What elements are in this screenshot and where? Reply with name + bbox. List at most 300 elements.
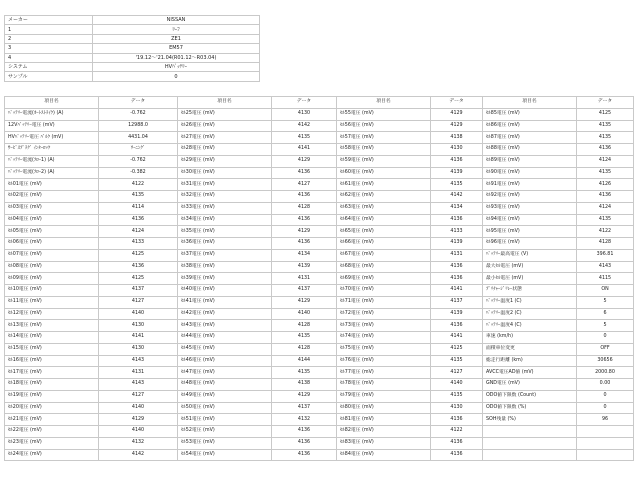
item-value-cell: 6 <box>577 308 634 320</box>
item-name-cell: ｾﾙ44電圧 (mV) <box>178 332 272 344</box>
item-value-cell: 4124 <box>577 202 634 214</box>
item-value-cell: 4131 <box>99 367 178 379</box>
item-name-cell: ｾﾙ05電圧 (mV) <box>5 226 99 238</box>
item-name-cell: ｾﾙ27電圧 (mV) <box>178 132 272 144</box>
item-value-cell: 4137 <box>431 296 483 308</box>
item-value-cell: 4114 <box>99 202 178 214</box>
item-name-cell: ｾﾙ89電圧 (mV) <box>483 155 577 167</box>
item-value-cell: 4127 <box>272 179 337 191</box>
item-value-cell: 4136 <box>272 191 337 203</box>
column-header-value: データ <box>272 97 337 109</box>
item-value-cell: 4130 <box>272 108 337 120</box>
item-value-cell: ﾜｰﾆﾝｸﾞ <box>99 144 178 156</box>
item-name-cell: ｾﾙ41電圧 (mV) <box>178 296 272 308</box>
item-name-cell: ｾﾙ50電圧 (mV) <box>178 402 272 414</box>
item-name-cell: ｾﾙ18電圧 (mV) <box>5 379 99 391</box>
item-value-cell: 4124 <box>99 226 178 238</box>
item-name-cell: ｾﾙ95電圧 (mV) <box>483 226 577 238</box>
table-row <box>5 343 634 355</box>
item-name-cell: ｾﾙ92電圧 (mV) <box>483 191 577 203</box>
info-value: ﾘｰﾌ <box>93 25 260 34</box>
item-name-cell: ﾊﾞｯﾃﾘｰ電流(ｵｰﾄｽﾄﾗｲｸ) (A) <box>5 108 99 120</box>
item-value-cell: 4135 <box>431 179 483 191</box>
item-value-cell: 4125 <box>99 249 178 261</box>
item-name-cell: ｾﾙ78電圧 (mV) <box>337 379 431 391</box>
info-row <box>5 34 260 43</box>
item-name-cell: ｾﾙ52電圧 (mV) <box>178 426 272 438</box>
item-name-cell: ｾﾙ39電圧 (mV) <box>178 273 272 285</box>
item-name-cell: ﾊﾞｯﾃﾘｰ電流(ﾌﾛｰ2) (A) <box>5 167 99 179</box>
item-name-cell <box>483 437 577 449</box>
info-value: 0 <box>93 72 260 81</box>
item-value-cell: 4129 <box>272 155 337 167</box>
item-value-cell: 4129 <box>272 390 337 402</box>
column-header-name: 項目名 <box>337 97 431 109</box>
item-name-cell: ｾﾙ59電圧 (mV) <box>337 155 431 167</box>
item-name-cell: ｾﾙ20電圧 (mV) <box>5 402 99 414</box>
item-value-cell: 4137 <box>272 285 337 297</box>
item-name-cell: 最小ｾﾙ電圧 (mV) <box>483 273 577 285</box>
item-name-cell: ｾﾙ15電圧 (mV) <box>5 343 99 355</box>
item-value-cell: 4136 <box>431 414 483 426</box>
item-value-cell: 4135 <box>272 332 337 344</box>
item-value-cell: 4133 <box>99 238 178 250</box>
item-name-cell: ｾﾙ53電圧 (mV) <box>178 437 272 449</box>
item-name-cell: ｾﾙ25電圧 (mV) <box>178 108 272 120</box>
item-name-cell: ｻｰﾋﾞｽﾌﾟﾗｸﾞ ｲﾝﾀｰﾛｯｸ <box>5 144 99 156</box>
item-value-cell: 4135 <box>577 132 634 144</box>
table-row <box>5 238 634 250</box>
item-name-cell: ｾﾙ93電圧 (mV) <box>483 202 577 214</box>
item-name-cell: 総走行距離 (km) <box>483 355 577 367</box>
item-value-cell: 4136 <box>577 144 634 156</box>
table-row <box>5 308 634 320</box>
item-value-cell: 4135 <box>431 390 483 402</box>
item-value-cell: 4135 <box>272 132 337 144</box>
item-name-cell: ｾﾙ71電圧 (mV) <box>337 296 431 308</box>
item-value-cell: 4134 <box>431 202 483 214</box>
item-name-cell: ｾﾙ81電圧 (mV) <box>337 414 431 426</box>
item-value-cell: 4144 <box>272 355 337 367</box>
item-value-cell: 4140 <box>272 308 337 320</box>
item-value-cell: 96 <box>577 414 634 426</box>
table-row <box>5 261 634 273</box>
item-value-cell: -0.762 <box>99 108 178 120</box>
item-value-cell: 4136 <box>272 437 337 449</box>
item-value-cell: 4142 <box>431 191 483 203</box>
item-name-cell: ｾﾙ70電圧 (mV) <box>337 285 431 297</box>
info-value: HVﾊﾞｯﾃﾘｰ <box>93 62 260 71</box>
table-row <box>5 449 634 461</box>
item-value-cell: 4143 <box>99 379 178 391</box>
item-value-cell: 4128 <box>577 238 634 250</box>
item-name-cell: ｾﾙ91電圧 (mV) <box>483 179 577 191</box>
item-value-cell: 4136 <box>577 191 634 203</box>
table-row <box>5 273 634 285</box>
item-value-cell: 4129 <box>272 226 337 238</box>
item-value-cell: 4132 <box>99 437 178 449</box>
item-value-cell: 4140 <box>99 308 178 320</box>
info-row <box>5 53 260 62</box>
item-name-cell: 面積車位変更 <box>483 343 577 355</box>
item-value-cell: 4143 <box>99 355 178 367</box>
item-name-cell: ｾﾙ66電圧 (mV) <box>337 238 431 250</box>
info-row <box>5 62 260 71</box>
item-name-cell: ﾊﾞｯﾃﾘｰ最高電圧 (V) <box>483 249 577 261</box>
battery-data-table <box>4 96 634 461</box>
info-row <box>5 44 260 53</box>
item-value-cell: 4140 <box>99 426 178 438</box>
table-row <box>5 320 634 332</box>
item-value-cell: 0 <box>577 402 634 414</box>
item-name-cell: ｾﾙ46電圧 (mV) <box>178 355 272 367</box>
item-value-cell: 4130 <box>431 144 483 156</box>
item-value-cell: 0 <box>577 332 634 344</box>
item-name-cell: 車速 (km/h) <box>483 332 577 344</box>
item-value-cell: 4125 <box>577 108 634 120</box>
info-row <box>5 25 260 34</box>
item-value-cell <box>577 437 634 449</box>
table-row <box>5 355 634 367</box>
item-name-cell: ｾﾙ62電圧 (mV) <box>337 191 431 203</box>
item-value-cell: 30656 <box>577 355 634 367</box>
item-name-cell: ｾﾙ03電圧 (mV) <box>5 202 99 214</box>
item-name-cell: ｾﾙ85電圧 (mV) <box>483 108 577 120</box>
item-name-cell: ｾﾙ51電圧 (mV) <box>178 414 272 426</box>
item-name-cell: ｾﾙ83電圧 (mV) <box>337 437 431 449</box>
item-name-cell: ｾﾙ13電圧 (mV) <box>5 320 99 332</box>
item-value-cell: 4135 <box>577 120 634 132</box>
item-value-cell <box>577 426 634 438</box>
info-label: サンプル <box>5 72 93 81</box>
item-value-cell: 4128 <box>272 202 337 214</box>
item-value-cell: 4127 <box>431 367 483 379</box>
column-header-name: 項目名 <box>178 97 272 109</box>
item-name-cell: ｾﾙ23電圧 (mV) <box>5 437 99 449</box>
item-name-cell: ｾﾙ61電圧 (mV) <box>337 179 431 191</box>
item-name-cell: ｾﾙ34電圧 (mV) <box>178 214 272 226</box>
item-value-cell: ON <box>577 285 634 297</box>
item-value-cell: -0.762 <box>99 155 178 167</box>
item-name-cell: ｾﾙ35電圧 (mV) <box>178 226 272 238</box>
item-value-cell: 4130 <box>99 343 178 355</box>
item-value-cell: 4136 <box>431 449 483 461</box>
item-name-cell: GND電圧 (mV) <box>483 379 577 391</box>
item-value-cell: 4139 <box>272 261 337 273</box>
item-value-cell: 4132 <box>272 414 337 426</box>
item-name-cell <box>483 449 577 461</box>
item-value-cell: 4135 <box>272 367 337 379</box>
item-name-cell: ｾﾙ09電圧 (mV) <box>5 273 99 285</box>
item-name-cell: ｾﾙ82電圧 (mV) <box>337 426 431 438</box>
item-value-cell: 4129 <box>431 120 483 132</box>
item-name-cell: ｾﾙ06電圧 (mV) <box>5 238 99 250</box>
item-name-cell: AVCC電圧AD値 (mV) <box>483 367 577 379</box>
info-label: 3 <box>5 44 93 53</box>
item-value-cell: 4125 <box>431 343 483 355</box>
table-row <box>5 144 634 156</box>
info-row <box>5 72 260 81</box>
item-name-cell: ｾﾙ24電圧 (mV) <box>5 449 99 461</box>
item-value-cell: 4131 <box>431 249 483 261</box>
item-value-cell: 4136 <box>431 155 483 167</box>
item-name-cell: ｾﾙ88電圧 (mV) <box>483 144 577 156</box>
item-name-cell: ｾﾙ94電圧 (mV) <box>483 214 577 226</box>
item-value-cell: OFF <box>577 343 634 355</box>
item-name-cell: ｾﾙ65電圧 (mV) <box>337 226 431 238</box>
info-value: ZE1 <box>93 34 260 43</box>
item-name-cell: ｾﾙ79電圧 (mV) <box>337 390 431 402</box>
item-value-cell: 4136 <box>431 273 483 285</box>
table-row <box>5 332 634 344</box>
item-value-cell: 4136 <box>272 238 337 250</box>
item-value-cell: 4136 <box>99 261 178 273</box>
item-name-cell: ｾﾙ73電圧 (mV) <box>337 320 431 332</box>
item-name-cell: ｾﾙ31電圧 (mV) <box>178 179 272 191</box>
item-name-cell: ｾﾙ60電圧 (mV) <box>337 167 431 179</box>
item-value-cell: 4136 <box>272 214 337 226</box>
item-name-cell: ﾊﾞｯﾃﾘｰ温度2 (C) <box>483 308 577 320</box>
column-header-value: データ <box>99 97 178 109</box>
item-value-cell: 4139 <box>431 308 483 320</box>
item-value-cell: 4130 <box>431 402 483 414</box>
item-name-cell: ｾﾙ26電圧 (mV) <box>178 120 272 132</box>
item-name-cell: ｾﾙ10電圧 (mV) <box>5 285 99 297</box>
item-name-cell: HVﾊﾞｯﾃﾘｰ電圧 ﾊﾞﾙｸ (mV) <box>5 132 99 144</box>
item-name-cell: ﾊﾞｯﾃﾘｰ温度1 (C) <box>483 296 577 308</box>
item-value-cell: 4140 <box>99 402 178 414</box>
item-name-cell: ﾊﾞｯﾃﾘｰ温度4 (C) <box>483 320 577 332</box>
item-value-cell: 4122 <box>431 426 483 438</box>
item-value-cell: 4130 <box>99 320 178 332</box>
item-name-cell: ｾﾙ72電圧 (mV) <box>337 308 431 320</box>
item-value-cell: 4141 <box>431 285 483 297</box>
item-value-cell: 4135 <box>431 355 483 367</box>
item-name-cell: ｾﾙ07電圧 (mV) <box>5 249 99 261</box>
item-name-cell: ｾﾙ76電圧 (mV) <box>337 355 431 367</box>
item-name-cell: ｾﾙ21電圧 (mV) <box>5 414 99 426</box>
item-name-cell: ｾﾙ57電圧 (mV) <box>337 132 431 144</box>
item-value-cell: 5 <box>577 320 634 332</box>
vehicle-info-table <box>4 15 260 82</box>
item-value-cell: 4141 <box>431 332 483 344</box>
table-row <box>5 120 634 132</box>
item-name-cell: ｾﾙ90電圧 (mV) <box>483 167 577 179</box>
item-name-cell: ｾﾙ84電圧 (mV) <box>337 449 431 461</box>
item-value-cell: 4124 <box>577 155 634 167</box>
item-name-cell: ｾﾙ55電圧 (mV) <box>337 108 431 120</box>
item-name-cell: ｾﾙ28電圧 (mV) <box>178 144 272 156</box>
item-value-cell: 4122 <box>577 226 634 238</box>
item-value-cell: 4136 <box>431 261 483 273</box>
item-value-cell: 4137 <box>272 402 337 414</box>
item-name-cell: ｾﾙ17電圧 (mV) <box>5 367 99 379</box>
item-name-cell: ｾﾙ64電圧 (mV) <box>337 214 431 226</box>
table-row <box>5 191 634 203</box>
item-name-cell: ｾﾙ22電圧 (mV) <box>5 426 99 438</box>
item-name-cell: ｾﾙ86電圧 (mV) <box>483 120 577 132</box>
table-row <box>5 155 634 167</box>
table-row <box>5 426 634 438</box>
item-name-cell: ODO値下限数 (Count) <box>483 390 577 402</box>
info-value: '19.12～'21.04(R01.12～R03.04) <box>93 53 260 62</box>
item-value-cell: 4133 <box>431 226 483 238</box>
info-row <box>5 16 260 25</box>
info-value: EM57 <box>93 44 260 53</box>
item-name-cell: ｾﾙ30電圧 (mV) <box>178 167 272 179</box>
info-label: メーカー <box>5 16 93 25</box>
item-name-cell: ｾﾙ02電圧 (mV) <box>5 191 99 203</box>
item-value-cell: 4137 <box>99 285 178 297</box>
item-name-cell: ｾﾙ49電圧 (mV) <box>178 390 272 402</box>
table-row <box>5 167 634 179</box>
item-value-cell: 4139 <box>431 238 483 250</box>
item-name-cell: ｾﾙ80電圧 (mV) <box>337 402 431 414</box>
table-row <box>5 390 634 402</box>
table-row <box>5 437 634 449</box>
item-name-cell: ｾﾙ37電圧 (mV) <box>178 249 272 261</box>
item-name-cell: 12Vﾊﾞｯﾃﾘｰ電圧 (mV) <box>5 120 99 132</box>
item-name-cell: ｾﾙ87電圧 (mV) <box>483 132 577 144</box>
table-row <box>5 226 634 238</box>
item-value-cell: 4136 <box>99 214 178 226</box>
item-name-cell <box>483 426 577 438</box>
item-value-cell: 0.00 <box>577 379 634 391</box>
item-value-cell: 4122 <box>99 179 178 191</box>
item-value-cell: 4139 <box>431 167 483 179</box>
item-name-cell: ｾﾙ58電圧 (mV) <box>337 144 431 156</box>
item-name-cell: ｾﾙ42電圧 (mV) <box>178 308 272 320</box>
item-value-cell: 4136 <box>272 167 337 179</box>
item-value-cell: 4129 <box>431 108 483 120</box>
item-value-cell: 4138 <box>431 132 483 144</box>
info-label: 1 <box>5 25 93 34</box>
table-row <box>5 379 634 391</box>
item-value-cell: -0.382 <box>99 167 178 179</box>
item-name-cell: ｾﾙ04電圧 (mV) <box>5 214 99 226</box>
column-header-name: 項目名 <box>483 97 577 109</box>
table-row <box>5 179 634 191</box>
item-name-cell: ｾﾙ40電圧 (mV) <box>178 285 272 297</box>
item-name-cell: ｾﾙ38電圧 (mV) <box>178 261 272 273</box>
item-name-cell: ｾﾙ36電圧 (mV) <box>178 238 272 250</box>
column-header-value: データ <box>431 97 483 109</box>
item-value-cell: 4134 <box>272 249 337 261</box>
table-row <box>5 202 634 214</box>
item-name-cell: ｾﾙ16電圧 (mV) <box>5 355 99 367</box>
item-value-cell: 4135 <box>99 191 178 203</box>
item-name-cell: ｾﾙ47電圧 (mV) <box>178 367 272 379</box>
item-name-cell: ｾﾙ54電圧 (mV) <box>178 449 272 461</box>
item-name-cell: ﾌﾟﾘﾁｬｰｼﾞﾘﾚｰ状態 <box>483 285 577 297</box>
item-value-cell: 4126 <box>577 179 634 191</box>
item-value-cell: 5 <box>577 296 634 308</box>
item-value-cell: 4142 <box>272 120 337 132</box>
column-header-name: 項目名 <box>5 97 99 109</box>
item-name-cell: ｾﾙ67電圧 (mV) <box>337 249 431 261</box>
item-value-cell: 4136 <box>431 320 483 332</box>
item-value-cell <box>577 449 634 461</box>
table-row <box>5 402 634 414</box>
item-name-cell: ｾﾙ45電圧 (mV) <box>178 343 272 355</box>
item-name-cell: ｾﾙ74電圧 (mV) <box>337 332 431 344</box>
info-label: 4 <box>5 53 93 62</box>
item-value-cell: 4141 <box>99 332 178 344</box>
item-value-cell: 396.81 <box>577 249 634 261</box>
item-value-cell: 0 <box>577 390 634 402</box>
item-name-cell: ｾﾙ56電圧 (mV) <box>337 120 431 132</box>
column-header-value: データ <box>577 97 634 109</box>
item-name-cell: ｾﾙ63電圧 (mV) <box>337 202 431 214</box>
item-name-cell: 最大ｾﾙ電圧 (mV) <box>483 261 577 273</box>
item-value-cell: 4142 <box>99 449 178 461</box>
item-value-cell: 4135 <box>577 167 634 179</box>
item-value-cell: 12988.0 <box>99 120 178 132</box>
item-name-cell: ｾﾙ29電圧 (mV) <box>178 155 272 167</box>
item-name-cell: ｾﾙ96電圧 (mV) <box>483 238 577 250</box>
item-value-cell: 4129 <box>99 414 178 426</box>
item-value-cell: 4135 <box>577 214 634 226</box>
item-name-cell: ｾﾙ69電圧 (mV) <box>337 273 431 285</box>
item-value-cell: 4143 <box>577 261 634 273</box>
item-value-cell: 4140 <box>431 379 483 391</box>
table-row <box>5 414 634 426</box>
table-row <box>5 296 634 308</box>
item-name-cell: ｾﾙ48電圧 (mV) <box>178 379 272 391</box>
item-value-cell: 4136 <box>431 437 483 449</box>
item-value-cell: 4136 <box>272 426 337 438</box>
table-row <box>5 132 634 144</box>
item-name-cell: ｾﾙ08電圧 (mV) <box>5 261 99 273</box>
item-name-cell: SOH残量 (%) <box>483 414 577 426</box>
item-value-cell: 4141 <box>272 144 337 156</box>
item-name-cell: ｾﾙ43電圧 (mV) <box>178 320 272 332</box>
item-value-cell: 2000.80 <box>577 367 634 379</box>
header-row <box>5 97 634 109</box>
item-value-cell: 4129 <box>272 296 337 308</box>
item-value-cell: 4127 <box>99 390 178 402</box>
item-name-cell: ｾﾙ19電圧 (mV) <box>5 390 99 402</box>
item-value-cell: 4136 <box>272 449 337 461</box>
item-name-cell: ｾﾙ33電圧 (mV) <box>178 202 272 214</box>
item-name-cell: ｾﾙ77電圧 (mV) <box>337 367 431 379</box>
item-value-cell: 4138 <box>272 379 337 391</box>
item-value-cell: 4127 <box>99 296 178 308</box>
info-value: NISSAN <box>93 16 260 25</box>
item-value-cell: 4125 <box>99 273 178 285</box>
table-row <box>5 214 634 226</box>
item-name-cell: ｾﾙ11電圧 (mV) <box>5 296 99 308</box>
table-row <box>5 249 634 261</box>
table-row <box>5 108 634 120</box>
info-label: 2 <box>5 34 93 43</box>
item-value-cell: 4131 <box>272 273 337 285</box>
item-name-cell: ｾﾙ12電圧 (mV) <box>5 308 99 320</box>
item-name-cell: ｾﾙ68電圧 (mV) <box>337 261 431 273</box>
table-row <box>5 285 634 297</box>
item-value-cell: 4431.04 <box>99 132 178 144</box>
item-name-cell: ｾﾙ14電圧 (mV) <box>5 332 99 344</box>
info-label: システム <box>5 62 93 71</box>
item-name-cell: ｾﾙ32電圧 (mV) <box>178 191 272 203</box>
item-value-cell: 4115 <box>577 273 634 285</box>
item-name-cell: ODO値下限数 (%) <box>483 402 577 414</box>
item-value-cell: 4136 <box>431 214 483 226</box>
item-value-cell: 4128 <box>272 343 337 355</box>
item-name-cell: ｾﾙ01電圧 (mV) <box>5 179 99 191</box>
item-name-cell: ｾﾙ75電圧 (mV) <box>337 343 431 355</box>
item-value-cell: 4128 <box>272 320 337 332</box>
